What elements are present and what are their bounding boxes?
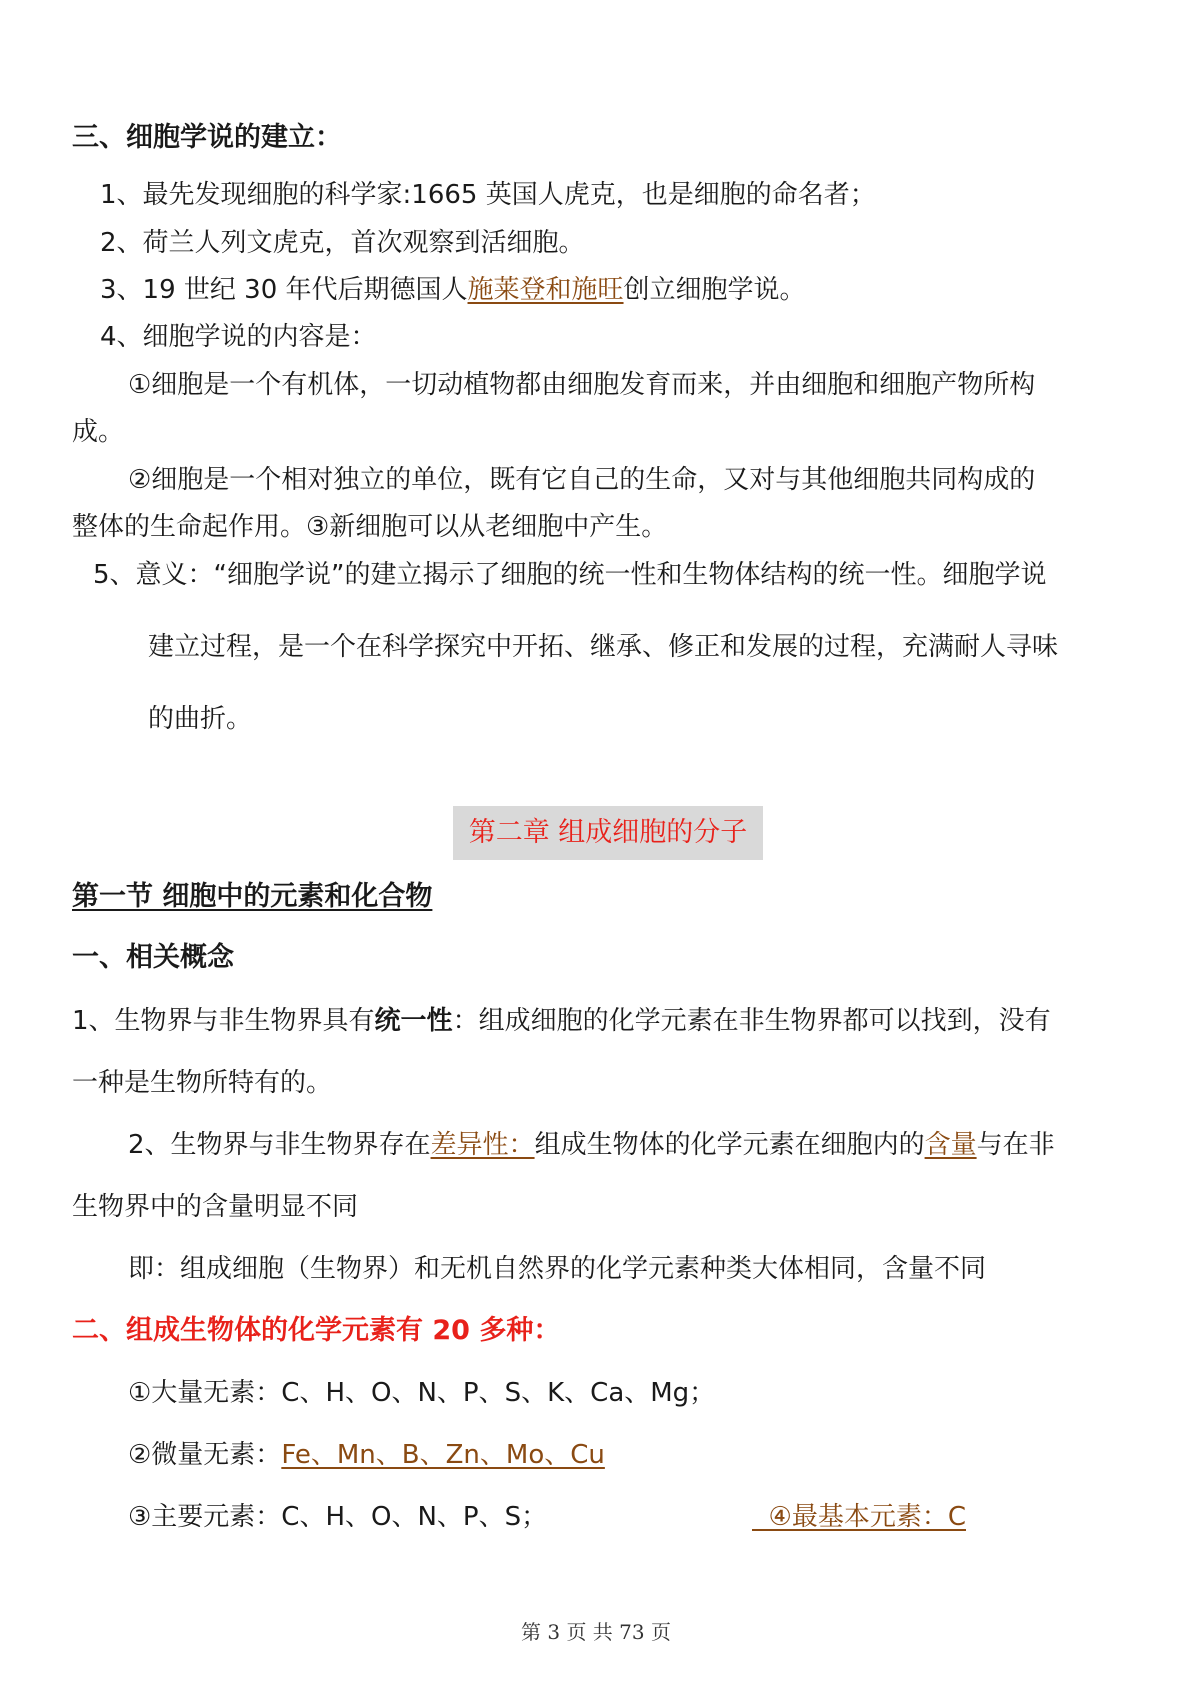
theory-item-5-line3: 的曲折。 xyxy=(148,704,253,734)
concept-2-line2: 生物界中的含量明显不同 xyxy=(72,1192,359,1222)
theory-content-1-line2: 成。 xyxy=(72,417,125,447)
theory-item-5-line2: 建立过程，是一个在科学探究中开拓、继承、修正和发展的过程，充满耐人寻味 xyxy=(148,632,1059,662)
concept-2-middle: 组成生物体的化学元素在细胞内的 xyxy=(534,1130,925,1160)
concept-2-suffix: 与在非 xyxy=(976,1130,1055,1160)
micro-elements xyxy=(128,1438,605,1472)
theory-item-3-suffix: 创立细胞学说。 xyxy=(623,275,806,305)
concept-2-prefix: 2、生物界与非生物界存在 xyxy=(128,1130,431,1160)
content-term: 含量 xyxy=(924,1130,977,1160)
elements-title: 二、组成生物体的化学元素有 20 多种： xyxy=(72,1315,561,1346)
theory-item-3 xyxy=(100,273,806,307)
concept-3: 即：组成细胞（生物界）和无机自然界的化学元素种类大体相同，含量不同 xyxy=(128,1254,987,1284)
concept-2-line1 xyxy=(128,1128,1055,1162)
concept-1-suffix: ：组成细胞的化学元素在非生物界都可以找到，没有 xyxy=(452,1006,1051,1036)
micro-elements-label: ②微量无素： xyxy=(128,1440,282,1470)
chapter-2-title: 第二章 组成细胞的分子 xyxy=(453,806,763,860)
theory-item-4: 4、细胞学说的内容是： xyxy=(100,322,377,352)
section-3-title: 三、细胞学说的建立： xyxy=(72,122,342,153)
theory-content-1-line1: ①细胞是一个有机体，一切动植物都由细胞发育而来，并由细胞和细胞产物所构 xyxy=(128,370,1036,400)
theory-content-2-line2: 整体的生命起作用。③新细胞可以从老细胞中产生。 xyxy=(72,512,668,542)
basic-element: ④最基本元素：C xyxy=(752,1502,966,1532)
difference-term: 差异性： xyxy=(430,1130,535,1160)
page-footer: 第 3 页 共 73 页 xyxy=(521,1620,671,1644)
main-elements: ③主要元素：C、H、O、N、P、S； xyxy=(128,1502,548,1532)
theory-content-2-line1: ②细胞是一个相对独立的单位，既有它自己的生命，又对与其他细胞共同构成的 xyxy=(128,465,1036,495)
micro-elements-values: Fe、Mn、B、Zn、Mo、Cu xyxy=(281,1440,605,1470)
macro-elements: ①大量无素：C、H、O、N、P、S、K、Ca、Mg； xyxy=(128,1378,716,1408)
concepts-title: 一、相关概念 xyxy=(72,942,234,973)
theory-item-1: 1、最先发现细胞的科学家:1665 英国人虎克，也是细胞的命名者； xyxy=(100,180,876,210)
theory-item-5-line1: 5、意义：“细胞学说”的建立揭示了细胞的统一性和生物体结构的统一性。细胞学说 xyxy=(93,560,1047,590)
schleiden-schwann-highlight: 施莱登和施旺 xyxy=(467,275,624,305)
concept-1-line2: 一种是生物所特有的。 xyxy=(72,1068,333,1098)
concept-1-prefix: 1、生物界与非生物界具有 xyxy=(72,1006,375,1036)
unity-term: 统一性 xyxy=(374,1006,453,1036)
theory-item-2: 2、荷兰人列文虎克，首次观察到活细胞。 xyxy=(100,228,585,258)
section-1-title: 第一节 细胞中的元素和化合物 xyxy=(72,881,433,912)
theory-item-3-prefix: 3、19 世纪 30 年代后期德国人 xyxy=(100,275,468,305)
concept-1-line1 xyxy=(72,1004,1051,1038)
